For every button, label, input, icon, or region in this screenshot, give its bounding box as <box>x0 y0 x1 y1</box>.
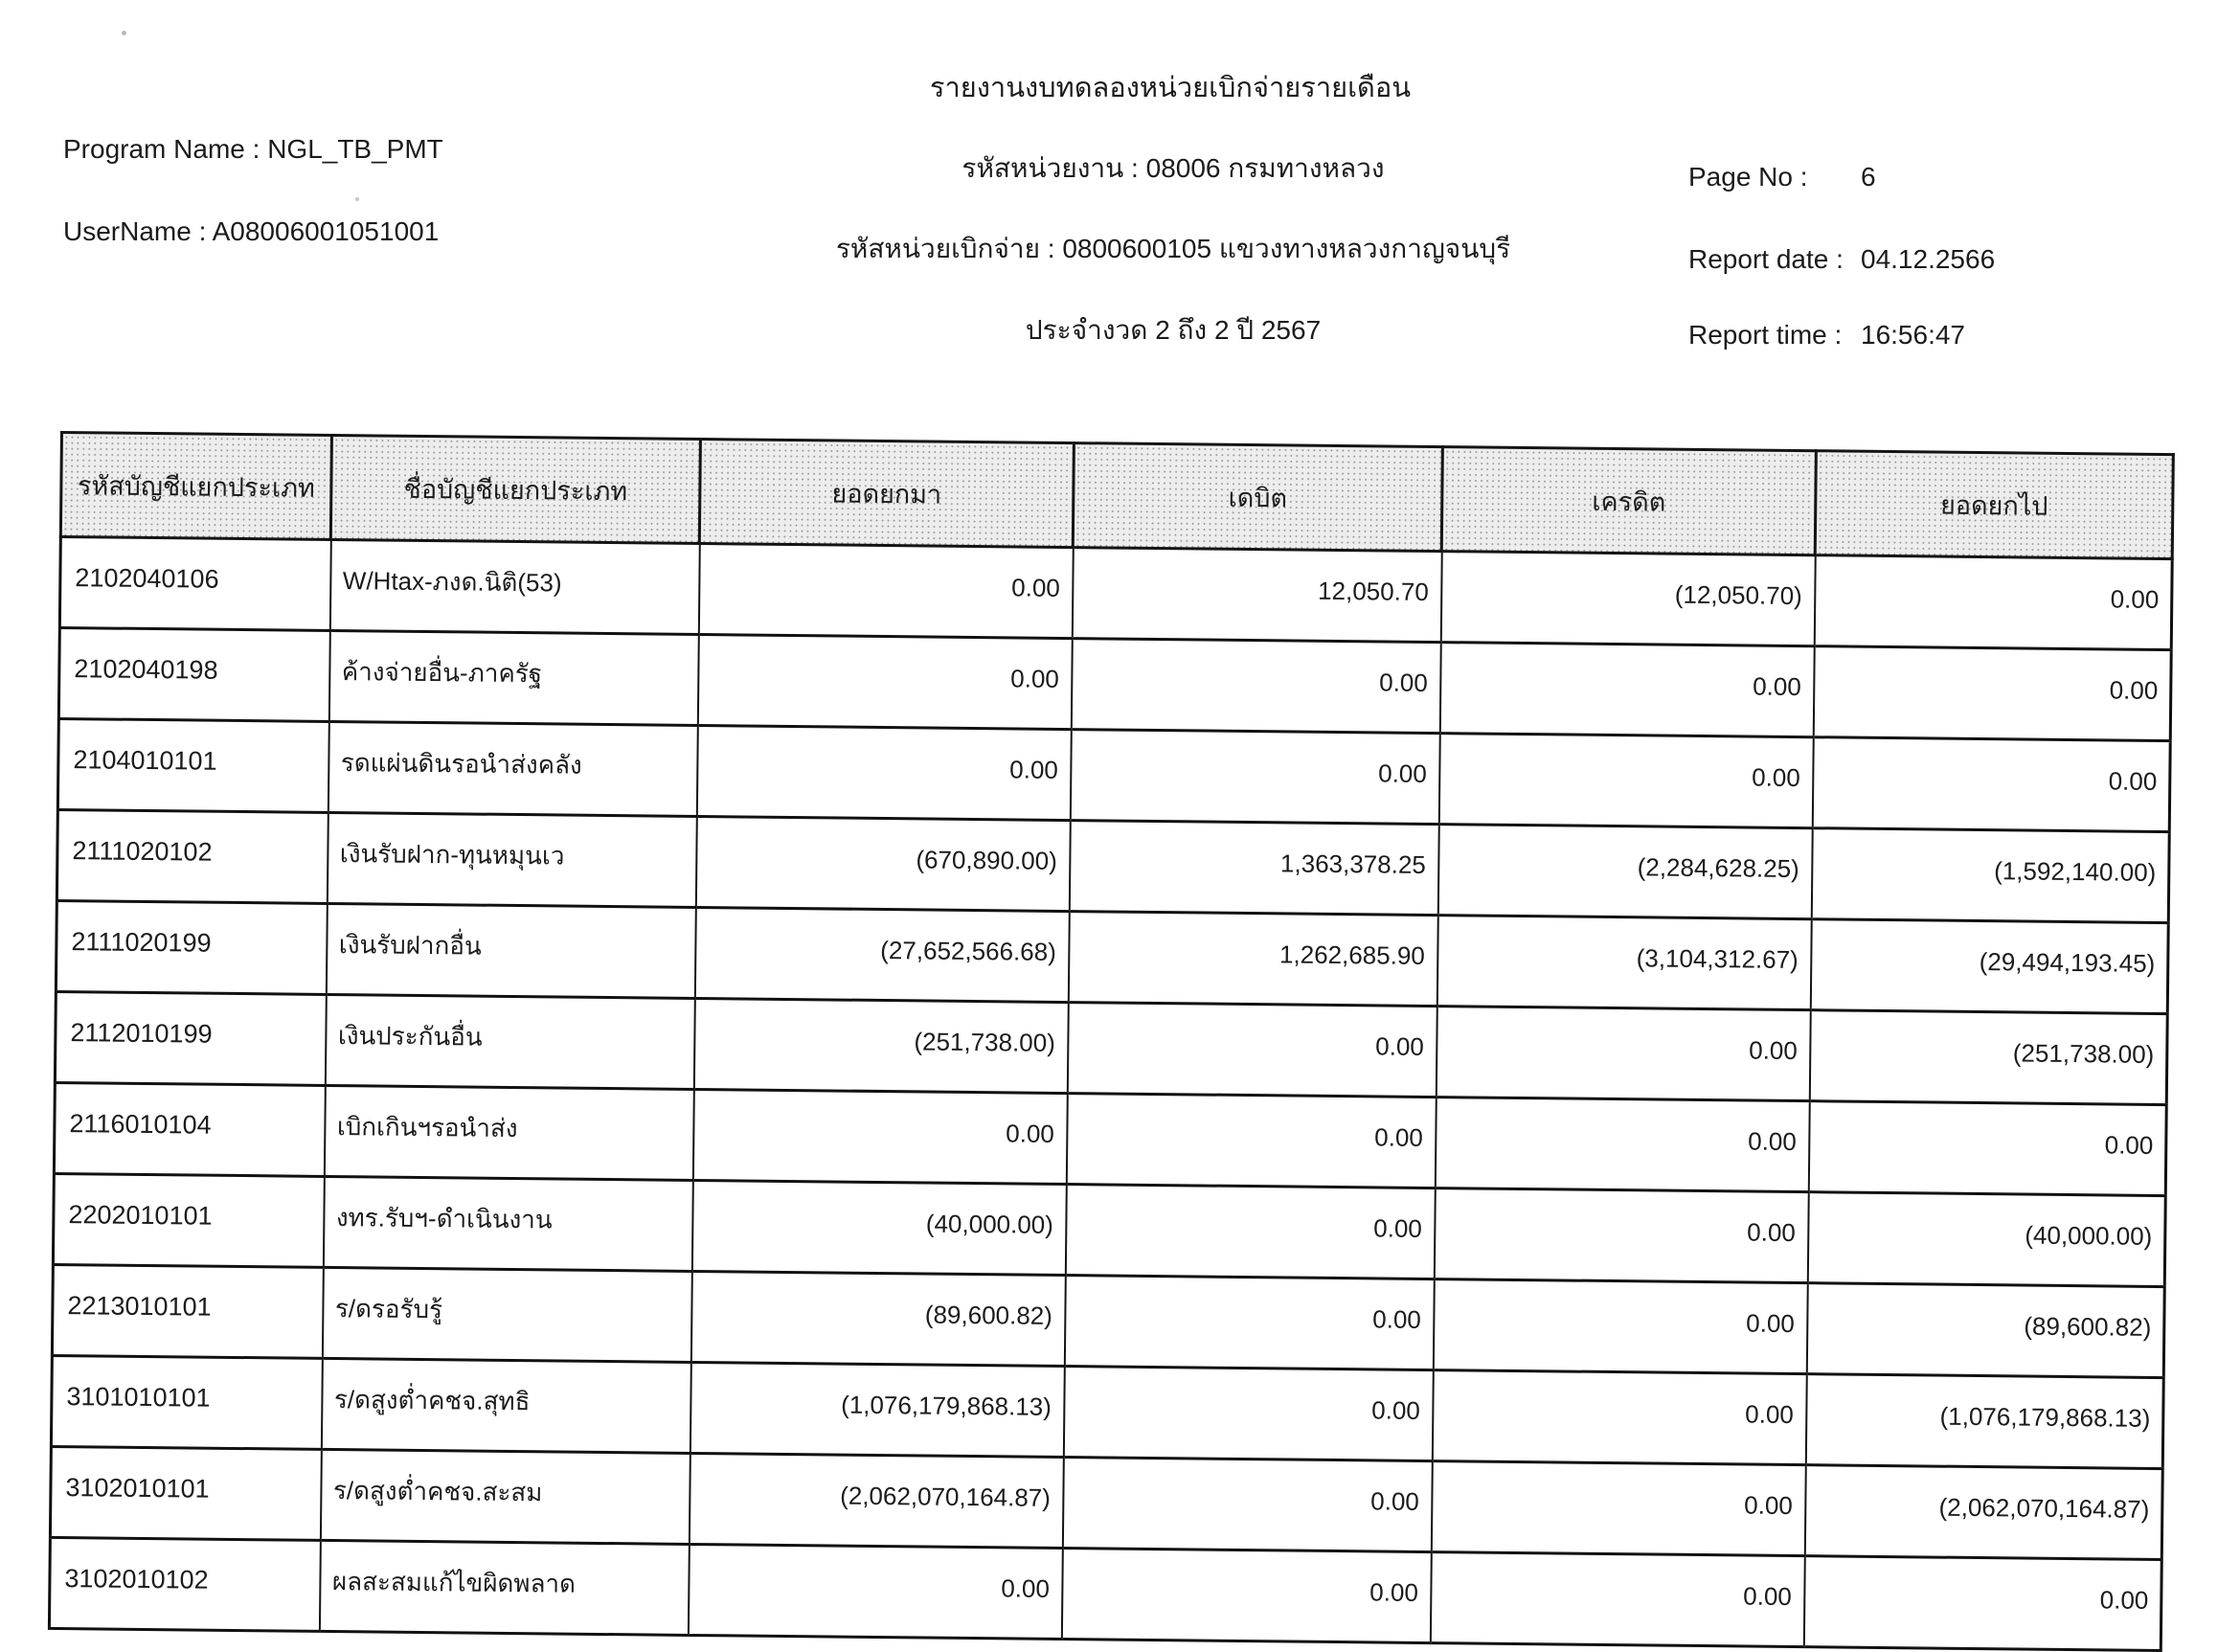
balance-forward-cell: 0.00 <box>698 543 1073 638</box>
balance-forward-cell: (251,738.00) <box>693 998 1068 1093</box>
balance-carry-cell: (1,592,140.00) <box>1811 828 2169 923</box>
account-name-cell: ร/ดสูงต่ำคชจ.สุทธิ <box>321 1358 690 1453</box>
col-header-balance-carry: ยอดยกไป <box>1815 451 2173 559</box>
account-code-cell: 2213010101 <box>52 1264 323 1358</box>
account-name-cell: ร/ดสูงต่ำคชจ.สะสม <box>320 1449 690 1544</box>
period-line: ประจำงวด 2 ถึง 2 ปี 2567 <box>1025 315 1322 345</box>
account-code-cell: 3101010101 <box>51 1355 322 1449</box>
account-code-cell: 2111020102 <box>57 809 328 903</box>
account-name-cell: เบิกเกินฯรอนำส่ง <box>324 1085 693 1180</box>
account-code-cell: 2202010101 <box>53 1173 324 1267</box>
balance-forward-cell: 0.00 <box>697 634 1072 729</box>
debit-cell: 0.00 <box>1063 1367 1433 1461</box>
balance-forward-cell: (89,600.82) <box>690 1271 1065 1366</box>
balance-carry-cell: (89,600.82) <box>1806 1283 2164 1378</box>
col-header-account-code: รหัสบัญชีแยกประเภท <box>60 433 331 540</box>
user-name-value: A08006001051001 <box>212 216 440 246</box>
account-name-cell: งทร.รับฯ-ดำเนินงาน <box>323 1176 692 1271</box>
account-code-cell: 3102010101 <box>50 1446 321 1540</box>
balance-carry-cell: 0.00 <box>1808 1101 2166 1196</box>
page-no-label: Page No : <box>1688 162 1808 192</box>
scan-artifact-dot <box>122 31 126 35</box>
balance-forward-cell: (2,062,070,164.87) <box>689 1453 1063 1548</box>
credit-cell: 0.00 <box>1436 1007 1810 1101</box>
balance-carry-cell: (40,000.00) <box>1807 1192 2165 1287</box>
col-header-credit: เครดิต <box>1441 447 1816 555</box>
scan-artifact-dot <box>355 197 359 201</box>
program-name-line <box>63 134 443 165</box>
debit-cell: 12,050.70 <box>1072 548 1441 643</box>
balance-carry-cell: (1,076,179,868.13) <box>1805 1374 2163 1469</box>
account-code-cell: 2116010104 <box>54 1082 325 1176</box>
debit-cell: 0.00 <box>1070 730 1439 825</box>
user-name-label: UserName : <box>63 216 207 246</box>
credit-cell: 0.00 <box>1431 1461 1805 1556</box>
account-name-cell: เงินรับฝาก-ทุนหมุนเว <box>327 812 696 907</box>
account-code-cell: 2112010199 <box>55 991 326 1085</box>
account-name-cell: เงินประกันอื่น <box>325 994 694 1089</box>
debit-cell: 1,363,378.25 <box>1069 821 1438 916</box>
balance-forward-cell: (27,652,566.68) <box>694 907 1069 1002</box>
debit-cell: 0.00 <box>1061 1549 1431 1643</box>
credit-cell: (12,050.70) <box>1440 552 1815 646</box>
credit-cell: 0.00 <box>1439 643 1814 737</box>
debit-cell: 0.00 <box>1062 1458 1432 1552</box>
agency-code-line: รหัสหน่วยงาน : 08006 กรมทางหลวง <box>962 153 1385 183</box>
account-code-cell: 2102040106 <box>59 537 330 631</box>
account-code-cell: 2111020199 <box>56 900 327 994</box>
table-body <box>49 537 2172 1651</box>
debit-cell: 0.00 <box>1065 1185 1435 1279</box>
account-name-cell: W/Htax-ภงด.นิติ(53) <box>329 539 699 634</box>
debit-cell: 1,262,685.90 <box>1068 912 1437 1007</box>
credit-cell: 0.00 <box>1434 1188 1808 1283</box>
credit-cell: (3,104,312.67) <box>1437 916 1811 1010</box>
program-name-value: NGL_TB_PMT <box>267 134 443 164</box>
disbursement-unit-line: รหัสหน่วยเบิกจ่าย : 0800600105 แขวงทางหลวงกาญจนบุรี <box>835 234 1511 263</box>
page-no-value: 6 <box>1861 162 1876 192</box>
account-name-cell: ร/ดรอรับรู้ <box>322 1267 691 1362</box>
col-header-debit: เดบิต <box>1073 443 1442 552</box>
balance-forward-cell: 0.00 <box>696 725 1071 820</box>
user-name-line <box>63 216 439 247</box>
credit-cell: 0.00 <box>1432 1370 1806 1465</box>
balance-carry-cell: (251,738.00) <box>1809 1010 2167 1105</box>
credit-cell: 0.00 <box>1438 734 1813 828</box>
credit-cell: 0.00 <box>1433 1279 1807 1374</box>
account-name-cell: เงินรับฝากอื่น <box>326 903 695 998</box>
report-time-label: Report time : <box>1688 320 1843 350</box>
account-name-cell: รดแผ่นดินรอนำส่งคลัง <box>328 721 697 816</box>
account-name-cell: ค้างจ่ายอื่น-ภาครัฐ <box>328 630 698 725</box>
balance-carry-cell: (29,494,193.45) <box>1810 919 2168 1014</box>
program-name-label: Program Name : <box>63 134 260 164</box>
account-code-cell: 2102040198 <box>58 628 329 722</box>
credit-cell: 0.00 <box>1435 1098 1809 1192</box>
balance-forward-cell: 0.00 <box>688 1544 1062 1639</box>
credit-cell: (2,284,628.25) <box>1437 825 1812 919</box>
report-title: รายงานงบทดลองหน่วยเบิกจ่ายรายเดือน <box>929 73 1412 103</box>
col-header-balance-forward: ยอดยกมา <box>699 440 1074 548</box>
account-code-cell: 3102010102 <box>49 1537 320 1631</box>
balance-forward-cell: (1,076,179,868.13) <box>690 1362 1064 1457</box>
balance-forward-cell: (40,000.00) <box>691 1180 1066 1275</box>
report-date-label: Report date : <box>1688 244 1844 274</box>
balance-carry-cell: 0.00 <box>1813 646 2171 741</box>
balance-forward-cell: 0.00 <box>692 1089 1067 1184</box>
balance-carry-cell: (2,062,070,164.87) <box>1804 1465 2162 1560</box>
credit-cell: 0.00 <box>1430 1552 1804 1647</box>
account-code-cell: 2104010101 <box>57 718 328 812</box>
balance-carry-cell: 0.00 <box>1812 737 2170 832</box>
debit-cell: 0.00 <box>1064 1276 1434 1370</box>
balance-forward-cell: (670,890.00) <box>695 816 1070 911</box>
balance-carry-cell: 0.00 <box>1803 1556 2161 1651</box>
col-header-account-name: ชื่อบัญชีแยกประเภท <box>330 435 700 543</box>
account-name-cell: ผลสะสมแก้ไขผิดพลาด <box>319 1540 689 1635</box>
report-date-value: 04.12.2566 <box>1861 244 1996 274</box>
report-time-value: 16:56:47 <box>1861 320 1965 350</box>
debit-cell: 0.00 <box>1067 1003 1437 1098</box>
debit-cell: 0.00 <box>1071 639 1440 734</box>
trial-balance-table <box>48 431 2175 1652</box>
balance-carry-cell: 0.00 <box>1814 555 2172 650</box>
debit-cell: 0.00 <box>1066 1094 1436 1188</box>
